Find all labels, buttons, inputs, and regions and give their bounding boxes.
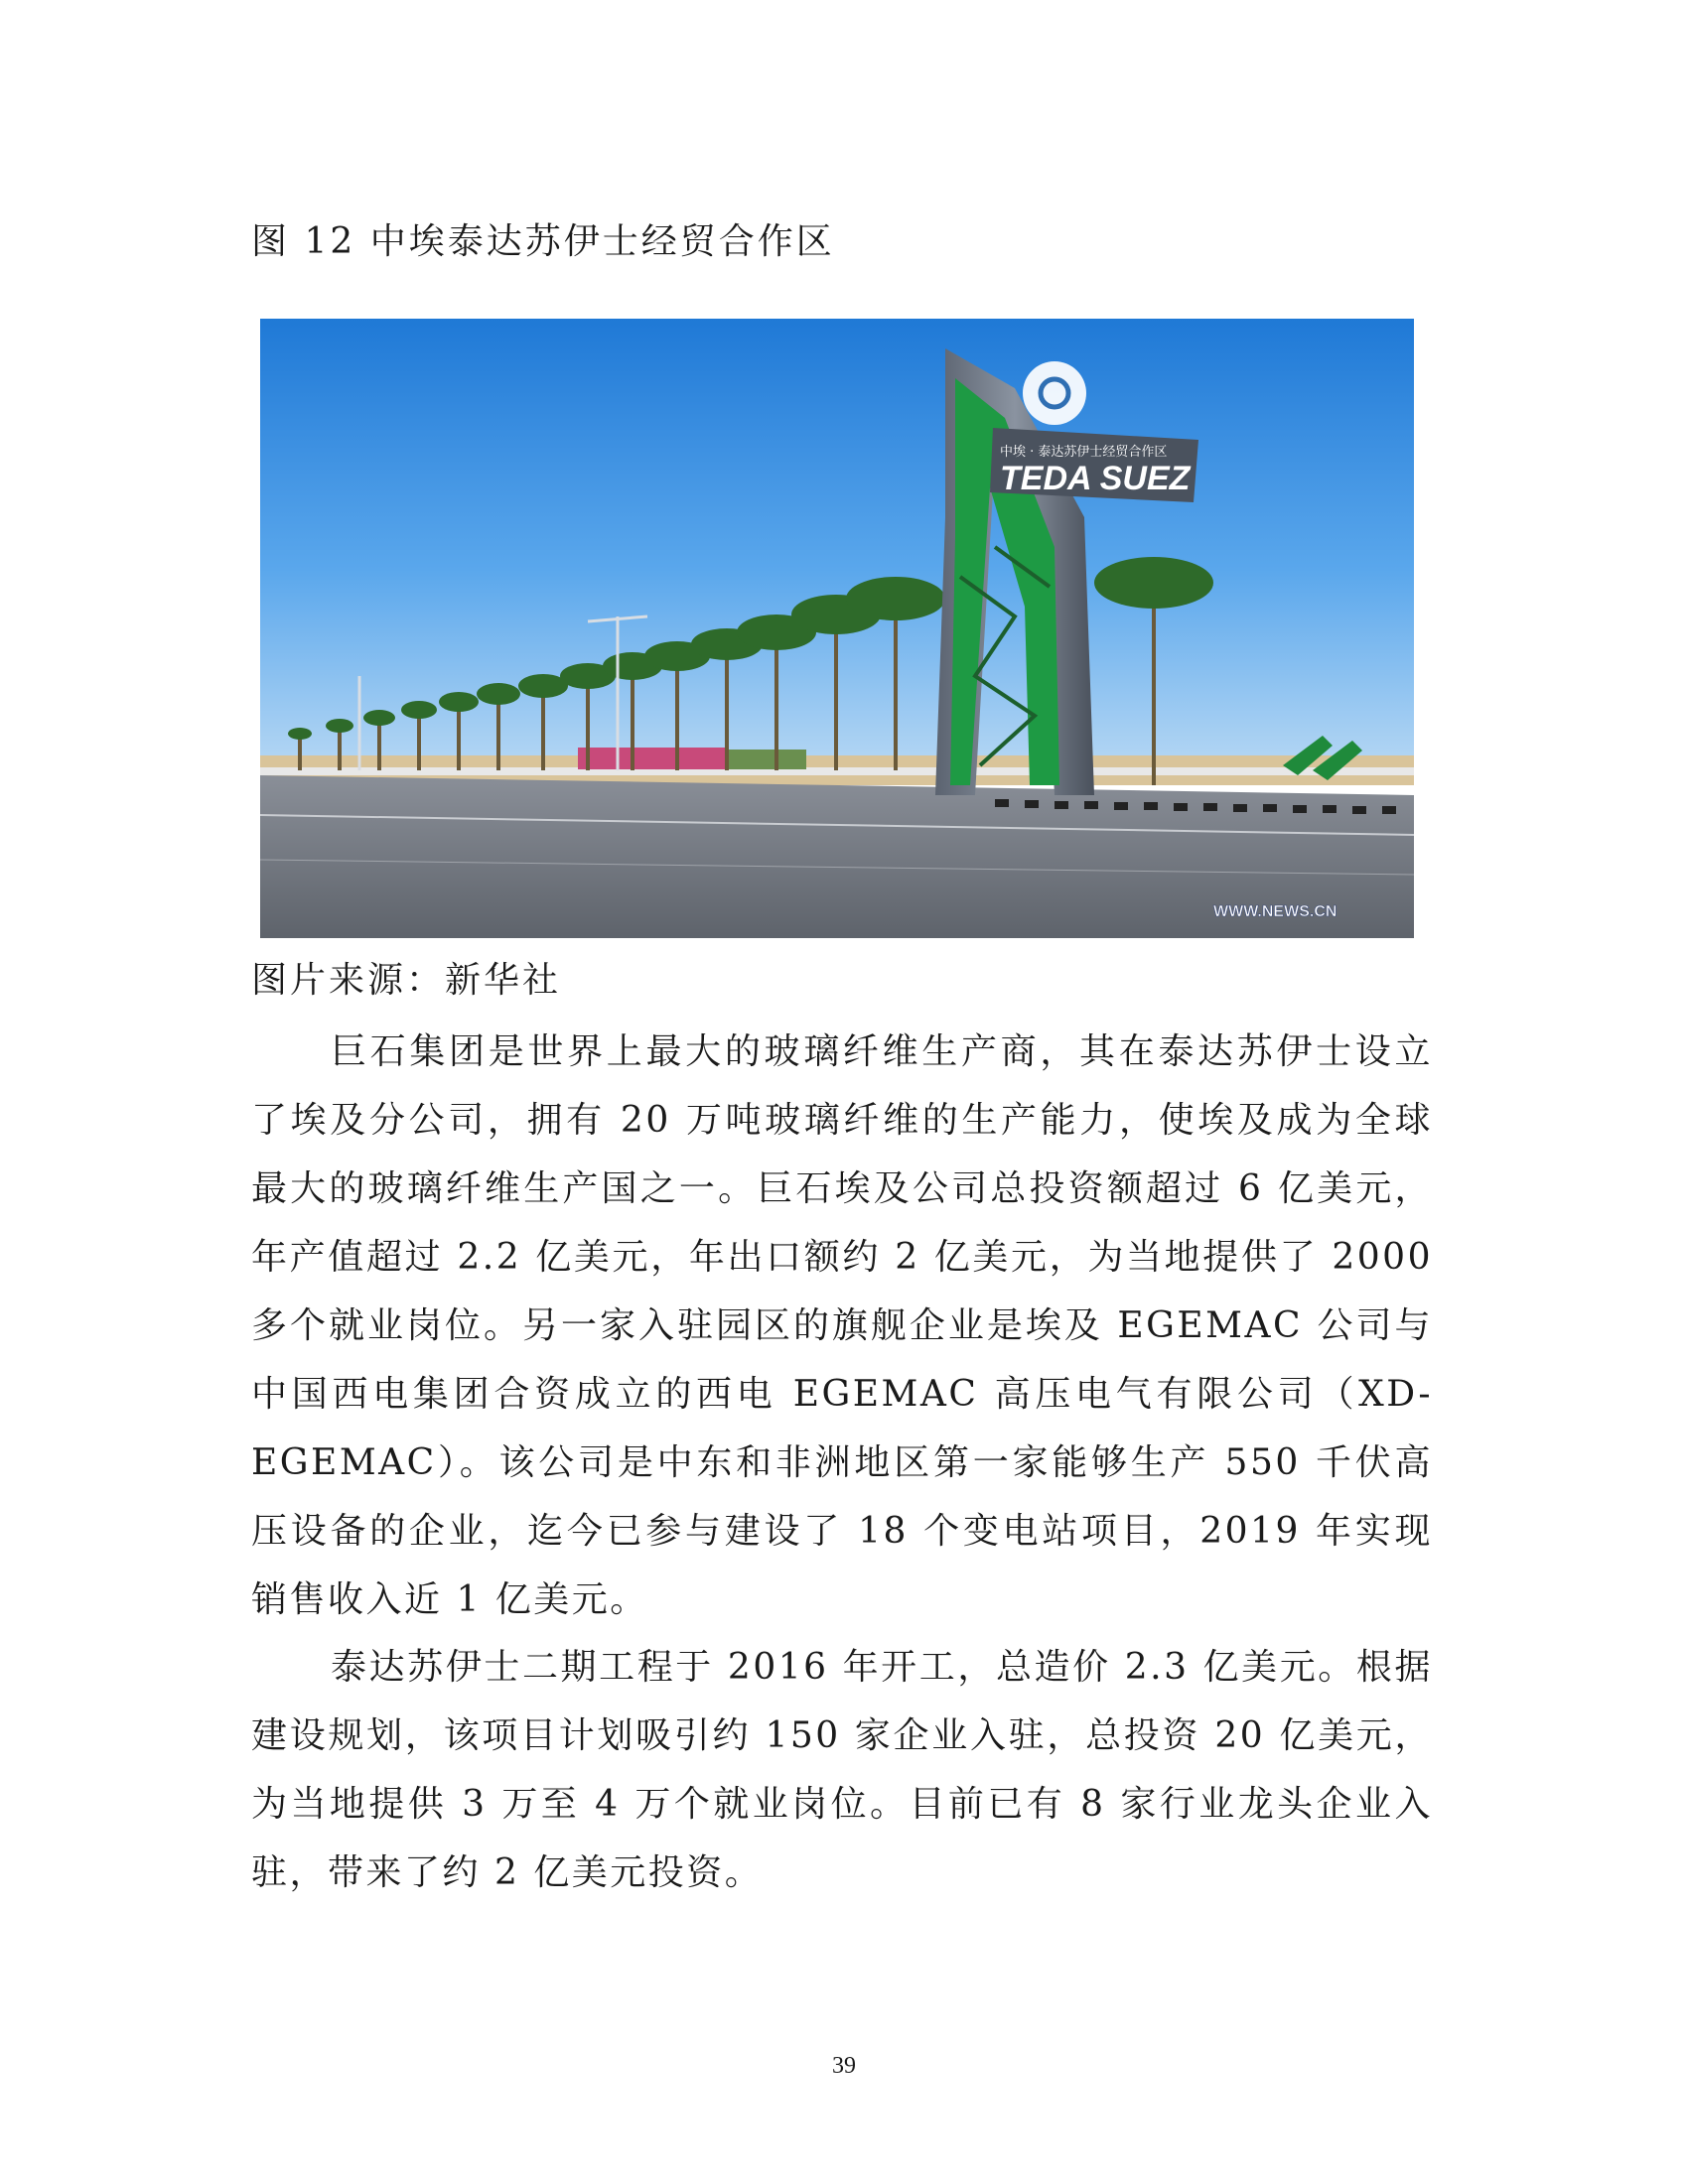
body-paragraph-1: 巨石集团是世界上最大的玻璃纤维生产商，其在泰达苏伊士设立了埃及分公司，拥有 20 万吨玻璃纤维的生产能力，使埃及成为全球最大的玻璃纤维生产国之一。巨石埃及公司总投资额超过 6 亿美元，年产值超过 2.2 亿美元，年出口额约 2 亿美元，为当地提供了 2000 多个就业岗位。另一家入驻园区的旗舰企业是埃及 EGEMAC 公司与中国西电集团合资成立的西电 EGEMAC 高压电气有限公司（XD-EGEMAC）。该公司是中东和非洲地区第一家能够生产 550 千伏高压设备的企业，迄今已参与建设了 18 个变电站项目，2019 年实现销售收入近 1 亿美元。	[251, 1031, 1433, 1620]
figure-photo	[260, 319, 1414, 938]
figure-caption: 图 12 中埃泰达苏伊士经贸合作区	[251, 221, 835, 262]
watermark: WWW.NEWS.CN	[1213, 903, 1337, 920]
teda-suez-gate-photo	[260, 319, 1414, 938]
page-number: 39	[832, 2053, 856, 2079]
figure-source: 图片来源：新华社	[251, 960, 562, 1001]
sign-en: TEDA SUEZ	[1000, 460, 1191, 497]
body-paragraph-2: 泰达苏伊士二期工程于 2016 年开工，总造价 2.3 亿美元。根据建设规划，该项目计划吸引约 150 家企业入驻，总投资 20 亿美元，为当地提供 3 万至 4 万个就业岗位。目前已有 8 家行业龙头企业入驻，带来了约 2 亿美元投资。	[251, 1647, 1433, 1893]
sign-cn: 中埃 · 泰达苏伊士经贸合作区	[1000, 445, 1168, 460]
